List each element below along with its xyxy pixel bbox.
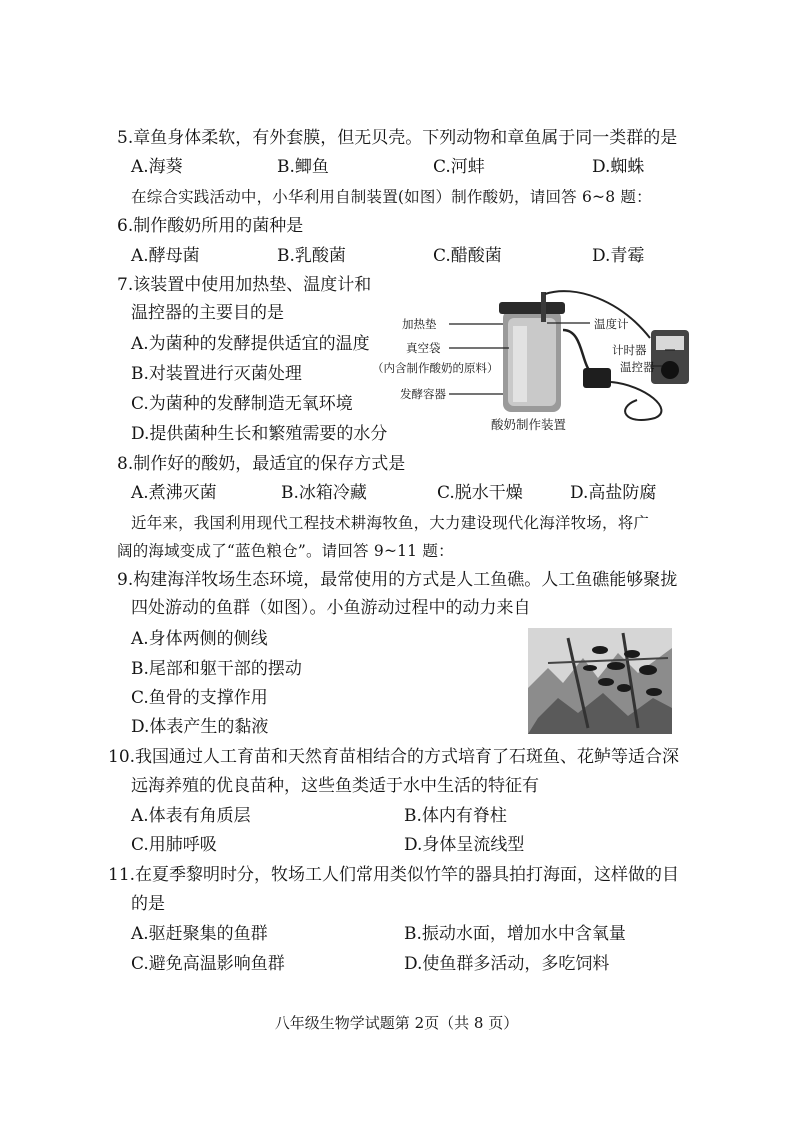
q11-option-c: C.避免高温影响鱼群 bbox=[131, 954, 285, 974]
intro-9-11-line1: 近年来，我国利用现代工程技术耕海牧鱼，大力建设现代化海洋牧场，将广 bbox=[131, 514, 650, 532]
q7-option-c: C.为菌种的发酵制造无氧环境 bbox=[131, 394, 353, 414]
thermometer-probe bbox=[541, 292, 546, 322]
q10-option-b: B.体内有脊柱 bbox=[404, 806, 507, 826]
q9-option-d: D.体表产生的黏液 bbox=[131, 717, 269, 737]
q6-option-c: C.醋酸菌 bbox=[433, 246, 502, 266]
q11-stem-line1: 11.在夏季黎明时分，牧场工人们常用类似竹竿的器具拍打海面，这样做的目 bbox=[108, 865, 680, 885]
q10-stem-line1: 10.我国通过人工育苗和天然育苗相结合的方式培育了石斑鱼、花鲈等适合深 bbox=[108, 747, 680, 767]
q10-option-d: D.身体呈流线型 bbox=[404, 835, 525, 855]
q7-stem-line2: 温控器的主要目的是 bbox=[131, 303, 284, 323]
q11-option-b: B.振动水面，增加水中含氧量 bbox=[404, 924, 626, 944]
intro-6-8: 在综合实践活动中，小华利用自制装置(如图）制作酸奶，请回答 6~8 题： bbox=[131, 188, 652, 206]
q11-option-a: A.驱赶聚集的鱼群 bbox=[131, 924, 268, 944]
q9-option-a: A.身体两侧的侧线 bbox=[131, 629, 268, 649]
q9-option-c: C.鱼骨的支撑作用 bbox=[131, 688, 268, 708]
fish-reef-photo bbox=[528, 628, 672, 734]
q10-option-c: C.用肺呼吸 bbox=[131, 835, 217, 855]
q8-option-a: A.煮沸灭菌 bbox=[131, 483, 217, 503]
q8-option-d: D.高盐防腐 bbox=[570, 483, 657, 503]
q8-stem: 8.制作好的酸奶，最适宜的保存方式是 bbox=[117, 454, 406, 474]
q7-option-b: B.对装置进行灭菌处理 bbox=[131, 364, 302, 384]
q10-option-a: A.体表有角质层 bbox=[131, 806, 251, 826]
q7-stem-line1: 7.该装置中使用加热垫、温度计和 bbox=[117, 275, 372, 295]
q7-option-d: D.提供菌种生长和繁殖需要的水分 bbox=[131, 424, 388, 444]
q6-option-a: A.酵母菌 bbox=[131, 246, 200, 266]
q6-option-b: B.乳酸菌 bbox=[277, 246, 346, 266]
q5-option-b: B.鲫鱼 bbox=[277, 157, 329, 177]
label-timer: 计时器 bbox=[612, 343, 647, 357]
q10-stem-line2: 远海养殖的优良苗种，这些鱼类适于水中生活的特征有 bbox=[131, 776, 539, 796]
q11-stem-line2: 的是 bbox=[131, 894, 165, 914]
q9-stem-line2: 四处游动的鱼群（如图）。小鱼游动过程中的动力来自 bbox=[131, 598, 531, 618]
q8-option-b: B.冰箱冷藏 bbox=[281, 483, 367, 503]
label-temp-controller: 温控器 bbox=[620, 360, 655, 374]
page-footer: 八年级生物学试题第 2页（共 8 页） bbox=[274, 1014, 519, 1032]
q5-option-c: C.河蚌 bbox=[433, 157, 485, 177]
label-fermenter: 发酵容器 bbox=[400, 387, 446, 401]
q9-option-b: B.尾部和躯干部的摆动 bbox=[131, 659, 302, 679]
figure-caption-yogurt: 酸奶制作装置 bbox=[491, 417, 567, 432]
q6-stem: 6.制作酸奶所用的菌种是 bbox=[117, 216, 304, 236]
q8-option-c: C.脱水干燥 bbox=[437, 483, 523, 503]
label-heating-pad: 加热垫 bbox=[402, 317, 437, 331]
q11-option-d: D.使鱼群多活动，多吃饲料 bbox=[404, 954, 610, 974]
q5-stem: 5.章鱼身体柔软，有外套膜，但无贝壳。下列动物和章鱼属于同一类群的是 bbox=[117, 128, 678, 148]
label-vacuum-bag-note: （内含制作酸奶的原料） bbox=[372, 361, 499, 375]
label-vacuum-bag: 真空袋 bbox=[406, 341, 441, 355]
controller-plug bbox=[583, 368, 611, 388]
q5-option-a: A.海葵 bbox=[131, 157, 183, 177]
q6-option-d: D.青霉 bbox=[592, 246, 645, 266]
q5-option-d: D.蜘蛛 bbox=[592, 157, 645, 177]
q7-option-a: A.为菌种的发酵提供适宜的温度 bbox=[131, 334, 370, 354]
label-thermometer: 温度计 bbox=[594, 317, 629, 331]
intro-9-11-line2: 阔的海域变成了“蓝色粮仓”。请回答 9~11 题： bbox=[117, 542, 454, 560]
q9-stem-line1: 9.构建海洋牧场生态环境，最常使用的方式是人工鱼礁。人工鱼礁能够聚拢 bbox=[117, 570, 678, 590]
